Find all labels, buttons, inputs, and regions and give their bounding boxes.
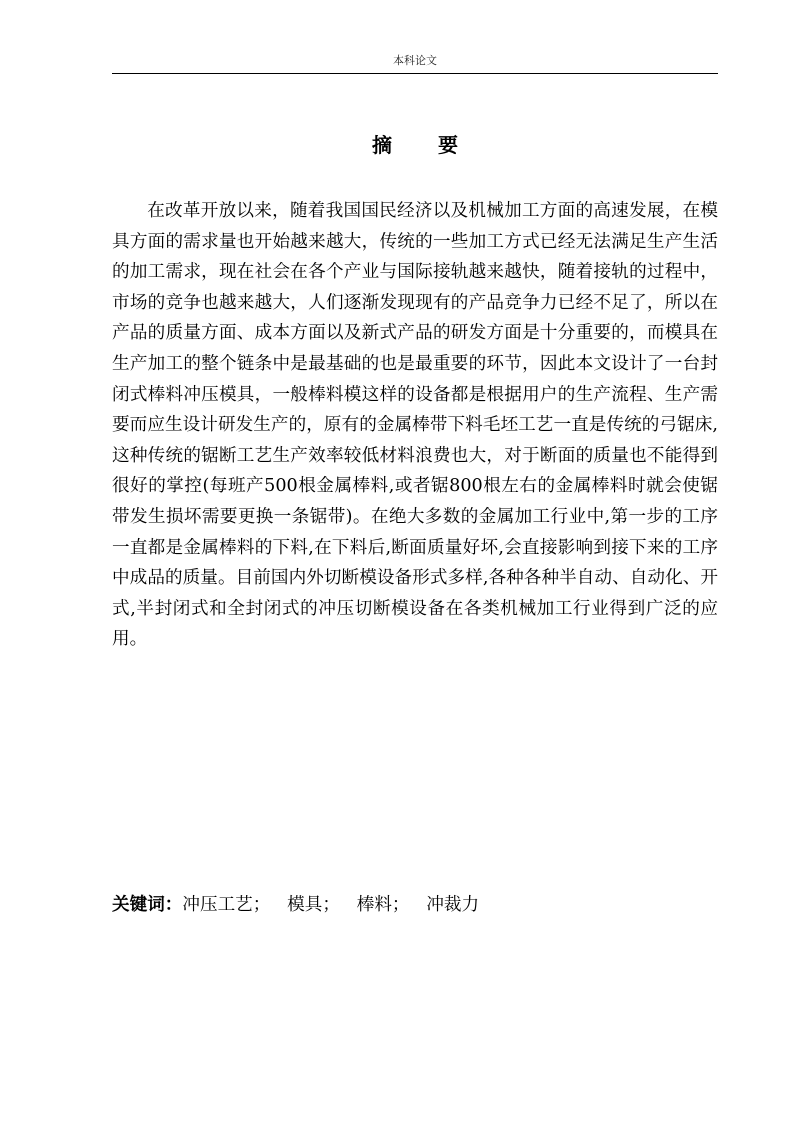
keywords-label: 关键词： [112,895,183,915]
keywords-line [112,891,718,919]
keyword-item: 棒料； [356,895,410,915]
abstract-heading-char-2: 要 [438,133,458,157]
keyword-item: 模具； [287,895,340,915]
header-rule [112,73,718,74]
abstract-heading-char-1: 摘 [372,133,392,157]
abstract-paragraph: 在改革开放以来，随着我国国民经济以及机械加工方面的高速发展，在模具方面的需求量也开始越来越大，传统的一些加工方式已经无法满足生产生活的加工需求，现在社会在各个产业与国际接轨越来越快，随着接轨的过程中，市场的竞争也越来越大，人们逐渐发现现有的产品竞争力已经不足了，所以在产品的质量方面、成本方面以及新式产品的研发方面是十分重要的，而模具在生产加工的整个链条中是最基础的也是最重要的环节，因此本文设计了一台封闭式棒料冲压模具，一般棒料模这样的设备都是根据用户的生产流程、生产需要而应生设计研发生产的，原有的金属棒带下料毛坯工艺一直是传统的弓锯床,这种传统的锯断工艺生产效率较低材料浪费也大，对于断面的质量也不能得到很好的掌控(每班产500根金属棒料,或者锯800根左右的金属棒料时就会使锯带发生损坏需要更换一条锯带)。在绝大多数的金属加工行业中,第一步的工序一直都是金属棒料的下料,在下料后,断面质量好坏,会直接影响到接下来的工序中成品的质量。目前国内外切断模设备形式多样,各种各种半自动、自动化、开式,半封闭式和全封闭式的冲压切断模设备在各类机械加工行业得到广泛的应用。 [112,201,718,650]
keyword-item: 冲裁力 [426,895,480,915]
abstract-heading [112,132,718,158]
keyword-item: 冲压工艺； [182,895,271,915]
running-header: 本科论文 [393,54,437,67]
